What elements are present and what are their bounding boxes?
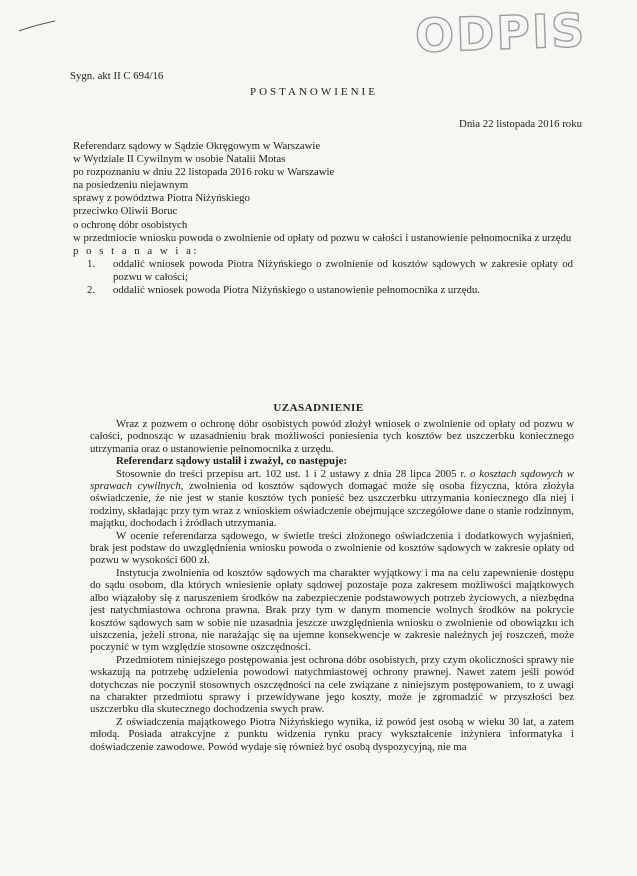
document-date: Dnia 22 listopada 2016 roku: [459, 118, 582, 130]
decision-number: 2.: [87, 284, 96, 297]
intro-line: o ochronę dóbr osobistych: [73, 218, 188, 231]
decision-text: oddalić wniosek powoda Piotra Niżyńskiego o zwolnienie od kosztów sądowych w zakresie opłaty od pozwu w całości;: [113, 257, 573, 283]
postanawia-label: p o s t a n a w i a:: [73, 244, 199, 257]
decision-item: [73, 258, 573, 284]
intro-line: Referendarz sądowy w Sądzie Okręgowym w Warszawie: [73, 140, 321, 152]
paragraph-text: Stosownie do treści przepisu art. 102 ust. 1 i 2 ustawy z dnia 28 lipca 2005 r.: [116, 467, 470, 480]
intro-line: po rozpoznaniu w dniu 22 listopada 2016 roku w Warszawie: [73, 166, 335, 179]
justification-paragraph: [90, 468, 574, 530]
justification-paragraph: Przedmiotem niniejszego postępowania jest ochrona dóbr osobistych, przy czym okoliczności sprawy nie wskazują na potrzebę udzielenia powodowi natychmiastowej ochrony prawnej. Nawet zatem jeśli powód dotychczas nie poczynił stosownych oszczędności na cele związane z niniejszym postępowaniem, to z uwagi na charakter przedmiotu sprawy i przewidywane jego koszty, może je zgromadzić w przyszłości bez uszczerbku dla skutecznego dochodzenia swych praw.: [90, 653, 574, 716]
justification-paragraph: W ocenie referendarza sądowego, w świetle treści złożonego oświadczenia i dodatkowych wyjaśnień, brak jest podstaw do uwzględnienia wniosku powoda o zwolnienie od kosztów sądowych w zakresie opłaty od pozwu w wysokości 600 zł.: [90, 529, 574, 567]
paragraph-text: , zwolnienia od kosztów sądowych domagać może się osoba fizyczna, która złożyła oświadczenie, że nie jest w stanie kosztów tych ponieść bez uszczerbku utrzymania koniecznego dla niej i rodziny, składając przy tym wraz z wnioskiem oświadczenie obejmujące szczegółowe dane o stanie rodzinnym, majątku, dochodach i źródłach utrzymania.: [90, 480, 574, 530]
intro-line: na posiedzeniu niejawnym: [73, 179, 189, 192]
justification-paragraph: Wraz z pozwem o ochronę dóbr osobistych powód złożył wniosek o zwolnienie od opłaty od pozwu w całości, podnosząc w uzasadnieniu brak możliwości poniesienia tych kosztów bez uszczerbku koniecznego utrzymania oraz o ustanowienie pełnomocnika z urzędu.: [90, 418, 574, 455]
subject-line: w przedmiocie wniosku powoda o zwolnienie od opłaty od pozwu w całości i ustanowienie pełnomocnika z urzędu: [73, 231, 572, 244]
decision-text: oddalić wniosek powoda Piotra Niżyńskiego o ustanowienie pełnomocnika z urzędu.: [113, 284, 481, 297]
document-title: POSTANOWIENIE: [250, 86, 378, 98]
intro-line: w Wydziale II Cywilnym w osobie Natalii Motas: [73, 153, 286, 166]
case-number: Sygn. akt II C 694/16: [70, 70, 164, 82]
justification-heading: UZASADNIENIE: [273, 402, 364, 414]
justification-paragraph: Z oświadczenia majątkowego Piotra Niżyńskiego wynika, iż powód jest osobą w wieku 30 lat, a zatem młodą. Posiada atrakcyjne z punktu widzenia rynku pracy wykształcenie inżyniera informatyka i doświadczenie zawodowe. Powód wydaje się również być osobą dyspozycyjną, nie ma: [90, 715, 574, 753]
decision-block: [73, 140, 573, 297]
intro-line: przeciwko Oliwii Boruc: [73, 205, 178, 218]
justification-subheading: Referendarz sądowy ustalił i zważył, co następuje:: [116, 455, 348, 468]
justification-paragraph: Instytucja zwolnienia od kosztów sądowych ma charakter wyjątkowy i ma na celu zapewnienie dostępu do sądu osobom, dla których wniesienie opłaty sądowej pozostaje poza zakresem możliwości majątkowych albo wiązałoby się z naruszeniem środków na zabezpieczenie podstawowych potrzeb życiowych, a niezbędna jest natychmiastowa ochrona prawna. Brak przy tym w danym momencie wolnych środków na pokrycie kosztów sądowych sam w sobie nie uzasadnia jeszcze uwzględnienia wniosku o zwolnienie od obowiązku ich uiszczenia, jeżeli strona, nie narażając się na ujemne konsekwencje w zakresie należnych jej roszczeń, może poczynić w tym względzie stosowne oszczędności.: [90, 566, 574, 654]
copy-stamp: ODPIS: [414, 3, 588, 63]
pen-mark-icon: [18, 20, 56, 32]
decision-item: [73, 284, 573, 297]
statute-title: o kosztach sądowych w sprawach cywilnych: [90, 467, 574, 493]
intro-line: sprawy z powództwa Piotra Niżyńskiego: [73, 192, 250, 205]
decision-number: 1.: [87, 257, 96, 270]
justification-body: [90, 418, 574, 753]
